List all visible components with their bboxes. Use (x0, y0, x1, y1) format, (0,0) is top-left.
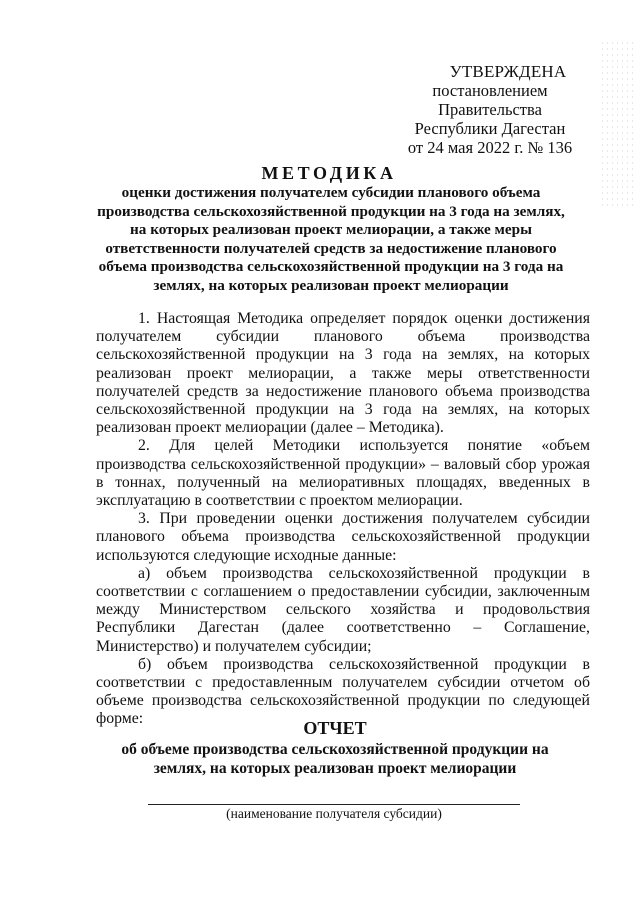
document-subtitle: оценки достижения получателем субсидии планового объема производства сельскохозяйственной продукции на 3 года на землях, на которых реализован проект мелиорации, а также меры ответственности получателей средств за недостижение планового объема производства сельскохозяйственной продукции на 3 года на землях, на которых реализован проект мелиорации (97, 184, 565, 294)
document-title: МЕТОДИКА (261, 163, 397, 183)
paragraph: 2. Для целей Методики используется понятие «объем производства сельскохозяйственной продукции» – валовый сбор урожая в тоннах, полученный на мелиоративных площадях, введенных в эксплуатацию в соответствии с проектом мелиорации. (96, 437, 590, 510)
scan-artifact (600, 40, 634, 210)
paragraph: а) объем производства сельскохозяйственной продукции в соответствии с соглашением о предоставлении субсидии, заключенным между Министерством сельского хозяйства и продовольствия Республики Дагестан (далее соответственно – Соглашение, Министерство) и получателем субсидии; (96, 564, 590, 655)
approval-line: от 24 мая 2022 г. № 136 (407, 138, 573, 157)
paragraph: 1. Настоящая Методика определяет порядок оценки достижения получателем субсидии планового объема производства сельскохозяйственной продукции на 3 года на землях, на которых реализован проект мелиорации, а также меры ответственности получателей средств за недостижение планового объема производства сельскохозяйственной продукции на 3 года на землях, на которых реализован проект мелиорации (далее – Методика). (96, 310, 590, 437)
paragraph: 3. При проведении оценки достижения получателем субсидии планового объема производства сельскохозяйственной продукции используются следующие исходные данные: (96, 510, 590, 564)
approval-line: постановлением Правительства (432, 81, 548, 119)
approval-line: Республики Дагестан (414, 119, 566, 138)
report-title: ОТЧЕТ (303, 718, 367, 738)
document-body (96, 310, 590, 729)
recipient-name-line (148, 804, 520, 805)
approval-stamp (380, 62, 600, 157)
paragraph: б) объем производства сельскохозяйственной продукции в соответствии с предоставленным получателем субсидии отчетом об объеме производства сельскохозяйственной продукции по следующей форме: (96, 655, 590, 728)
report-subtitle: об объеме производства сельскохозяйственной продукции на землях, на которых реализован проект мелиорации (121, 741, 549, 777)
approval-heading: УТВЕРЖДЕНА (449, 62, 567, 81)
recipient-name-caption: (наименование получателя субсидии) (226, 806, 442, 821)
